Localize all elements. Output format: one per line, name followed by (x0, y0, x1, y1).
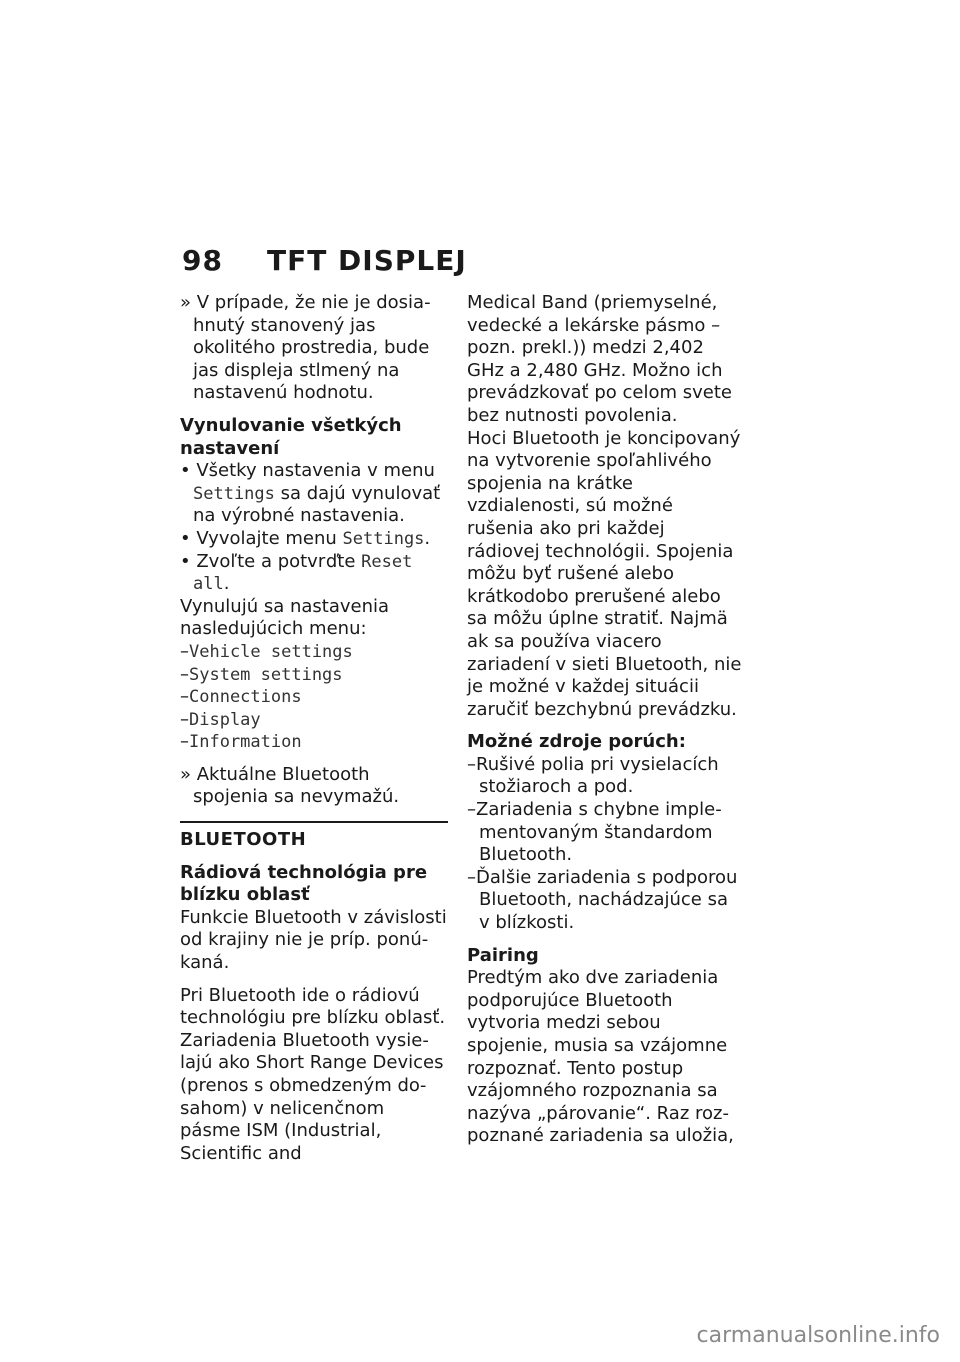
left-column (180, 292, 448, 1165)
page-header (182, 244, 467, 277)
paragraph-interference: Hoci Bluetooth je koncipovaný na vytvorenie spoľahlivého spojenia na krátke vzdialenosti, sú možné rušenia ako pri každej rádiovej technológii. Spojenia môžu byť rušené alebo krátkodobo prerušené alebo sa môžu úplne stratiť. Najmä ak sa používa viacero zariadení v sieti Bluetooth, nie je možné v každej situácii zaručiť bezchybnú prevádzku. (467, 427, 742, 720)
heading-interference-sources: Možné zdroje porúch: (467, 731, 686, 753)
heading-pairing: Pairing (467, 944, 539, 966)
menu-item: –Vehicle settings (180, 640, 353, 662)
bullet-select-reset: • Zvoľte a potvrďte Reset all. (180, 550, 413, 595)
list-item: –Rušivé polia pri vysielacích stožiaroch a pod. (467, 753, 719, 798)
note-bluetooth-connections: » Aktuálne Bluetooth spojenia sa nevymažú. (180, 763, 400, 808)
menu-item: –Information (180, 731, 302, 753)
list-item: –Zariadenia s chybne implementovaným štandardom Bluetooth. (467, 799, 722, 866)
page-number: 98 (182, 244, 223, 277)
list-item: –Ďalšie zariadenia s podporou Bluetooth, nachádzajúce sa v blízkosti. (467, 866, 738, 934)
heading-reset-all: Vynulovanie všetkých nastavení (180, 414, 402, 459)
paragraph-frequency: Medical Band (priemyselné, vedecké a lekárske pásmo – pozn. prekl.)) medzi 2,402 GHz a 2,480 GHz. Možno ich prevádzkovať po celom svete bez nutnosti povolenia. (467, 292, 732, 426)
note-brightness: » V prípade, že nie je dosiahnutý stanovený jas okolitého prostredia, bude jas displeja stlmený na nastavenú hodnotu. (180, 292, 431, 404)
menu-item: –System settings (180, 663, 343, 685)
bullet-open-menu: • Vyvolajte menu Settings. (180, 527, 431, 549)
watermark-link[interactable]: carmanualsonline.info (696, 1323, 940, 1348)
reset-menus-intro: Vynulujú sa nastavenia nasledujúcich menu: (180, 595, 390, 640)
section-title-bluetooth: BLUETOOTH (180, 829, 307, 851)
paragraph-radio-tech: Pri Bluetooth ide o rádiovú technológiu pre blízku oblasť. Zariadenia Bluetooth vysielajú ako Short Range Devices (prenos s obmedzeným dosahom) v nelicenčnom pásme ISM (Industrial, Scientific and (180, 984, 446, 1164)
right-column (467, 292, 742, 1148)
heading-radio-tech: Rádiová technológia pre blízku oblasť (180, 861, 428, 906)
paragraph-pairing: Predtým ako dve zariadenia podporujúce Bluetooth vytvoria medzi sebou spojenie, musia sa vzájomne rozpoznať. Tento postup vzájomného rozpoznania sa nazýva „párovanie“. Raz rozpoznané zariadenia sa uložia, (467, 967, 734, 1147)
section-divider (180, 821, 448, 823)
paragraph-availability: Funkcie Bluetooth v závislosti od krajiny nie je príp. ponúkaná. (180, 906, 447, 974)
page-title: TFT DISPLEJ (266, 244, 467, 277)
menu-item: –Connections (180, 686, 302, 708)
menu-item: –Display (180, 708, 261, 730)
bullet-settings-reset: • Všetky nastavenia v menu Settings sa dajú vynulovať na výrobné nastavenia. (180, 460, 441, 527)
